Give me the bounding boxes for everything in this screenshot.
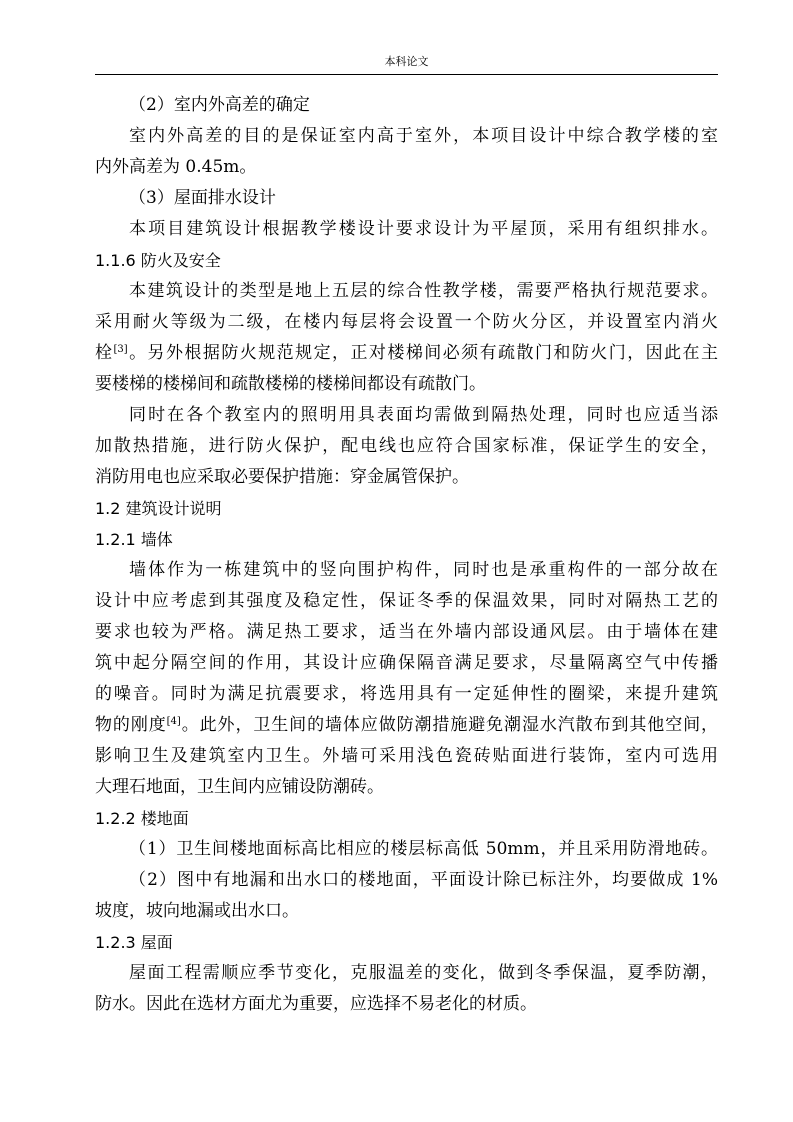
text-segment: 栓 <box>95 343 114 363</box>
paragraph-line: 采用耐火等级为二级，在楼内每层将会设置一个防火分区，并设置室内消火 <box>95 312 718 332</box>
paragraph-line: 加散热措施，进行防火保护，配电线也应符合国家标准，保证学生的安全， <box>95 436 718 456</box>
citation-ref: [4] <box>166 716 181 727</box>
paragraph-line: 大理石地面，卫生间内应铺设防潮砖。 <box>95 777 384 797</box>
paragraph-line: 本项目建筑设计根据教学楼设计要求设计为平屋顶，采用有组织排水。 <box>129 219 718 239</box>
paragraph-line: （2）图中有地漏和出水口的楼地面，平面设计除已标注外，均要做成 1% <box>129 870 718 890</box>
section-heading-1-2-2: 1.2.2 楼地面 <box>95 809 189 828</box>
page-body <box>95 90 718 1020</box>
paragraph-line: 室内外高差的目的是保证室内高于室外，本项目设计中综合教学楼的室 <box>129 126 718 146</box>
header-rule <box>95 74 718 75</box>
section-heading-1-2: 1.2 建筑设计说明 <box>95 499 222 518</box>
paragraph-line-with-citation <box>95 710 718 741</box>
paragraph-line: 内外高差为 0.45m。 <box>95 157 257 177</box>
text-segment: 。此外，卫生间的墙体应做防潮措施避免潮湿水汽散布到其他空间， <box>180 715 719 735</box>
citation-ref: [3] <box>113 344 128 355</box>
paragraph-line: （1）卫生间楼地面标高比相应的楼层标高低 50mm，并且采用防滑地砖。 <box>129 839 718 859</box>
sub-heading-roof-drainage: （3）屋面排水设计 <box>129 188 276 208</box>
paragraph-line: 的噪音。同时为满足抗震要求，将选用具有一定延伸性的圈梁，来提升建筑 <box>95 684 718 704</box>
paragraph-line: 设计中应考虑到其强度及稳定性，保证冬季的保温效果，同时对隔热工艺的 <box>95 591 718 611</box>
page-header: 本科论文 <box>384 55 429 68</box>
paragraph-line: 要求也较为严格。满足热工要求，适当在外墙内部设通风层。由于墙体在建 <box>95 622 718 642</box>
text-segment: 物的刚度 <box>95 715 167 735</box>
paragraph-line: 影响卫生及建筑室内卫生。外墙可采用浅色瓷砖贴面进行装饰，室内可选用 <box>95 746 718 766</box>
paragraph-line: 屋面工程需顺应季节变化，克服温差的变化，做到冬季保温，夏季防潮， <box>129 963 718 983</box>
sub-heading-indoor-outdoor-height: （2）室内外高差的确定 <box>129 95 310 115</box>
paragraph-line: 要楼梯的楼梯间和疏散楼梯的楼梯间都设有疏散门。 <box>95 374 486 394</box>
paragraph-line: 同时在各个教室内的照明用具表面均需做到隔热处理，同时也应适当添 <box>129 405 718 425</box>
text-segment: 。另外根据防火规范规定，正对楼梯间必须有疏散门和防火门，因此在主 <box>127 343 719 363</box>
paragraph-line: 筑中起分隔空间的作用，其设计应确保隔音满足要求，尽量隔离空气中传播 <box>95 653 718 673</box>
paragraph-line: 坡度，坡向地漏或出水口。 <box>95 901 299 921</box>
paragraph-line-with-citation <box>95 338 718 369</box>
paragraph-line: 防水。因此在选材方面尤为重要，应选择不易老化的材质。 <box>95 994 537 1014</box>
section-heading-1-1-6: 1.1.6 防火及安全 <box>95 251 221 270</box>
paragraph-line: 本建筑设计的类型是地上五层的综合性教学楼，需要严格执行规范要求。 <box>129 281 718 301</box>
section-heading-1-2-3: 1.2.3 屋面 <box>95 933 173 952</box>
paragraph-line: 墙体作为一栋建筑中的竖向围护构件，同时也是承重构件的一部分故在 <box>129 560 718 580</box>
paragraph-line: 消防用电也应采取必要保护措施：穿金属管保护。 <box>95 467 469 487</box>
section-heading-1-2-1: 1.2.1 墙体 <box>95 530 173 549</box>
